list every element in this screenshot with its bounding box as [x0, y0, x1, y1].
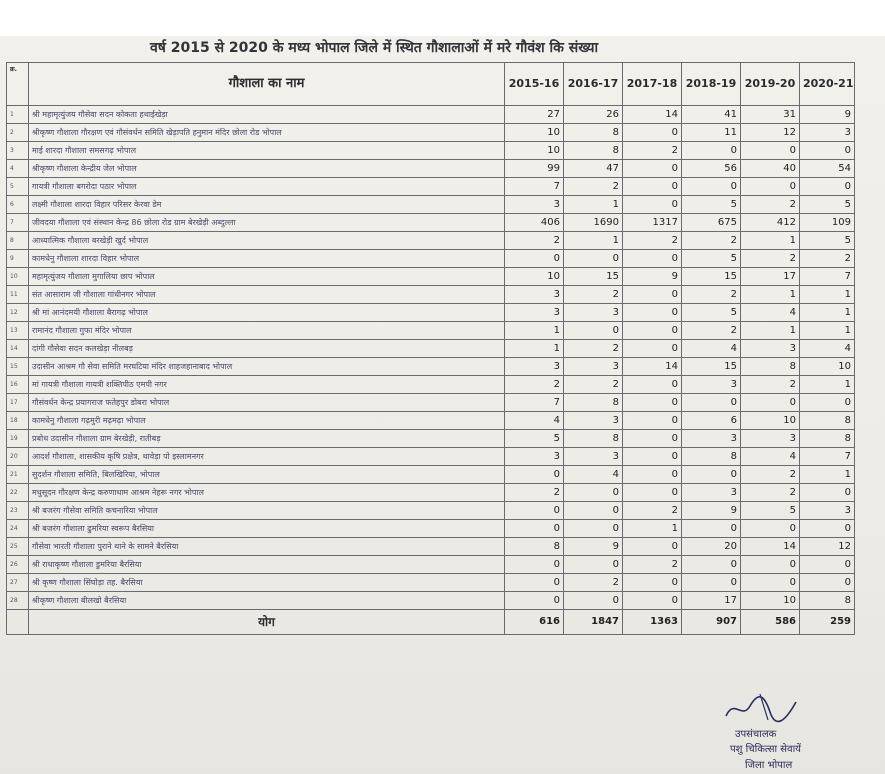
table-row	[7, 322, 855, 340]
row-value: 12	[800, 538, 855, 556]
row-value: 31	[741, 106, 800, 124]
table-row	[7, 412, 855, 430]
table-row	[7, 376, 855, 394]
row-value: 4	[682, 340, 741, 358]
row-value: 10	[800, 358, 855, 376]
row-value: 3	[505, 286, 564, 304]
row-value: 8	[741, 358, 800, 376]
row-value: 5	[682, 304, 741, 322]
table-row	[7, 394, 855, 412]
row-value: 8	[505, 538, 564, 556]
row-name: गौसंवर्धन केन्द्र प्रयागराज फतेहपुर डोबरा भोपाल	[29, 394, 505, 412]
row-value: 0	[623, 394, 682, 412]
row-name: माई शारदा गौशाला समसगढ़ भोपाल	[29, 142, 505, 160]
row-value: 12	[741, 124, 800, 142]
row-value: 1	[505, 322, 564, 340]
row-name: श्रीकृष्ण गौशाला बीलखो बैरसिया	[29, 592, 505, 610]
row-sn: 12	[7, 304, 29, 322]
row-value: 2	[623, 142, 682, 160]
row-value: 1	[741, 232, 800, 250]
row-value: 0	[564, 502, 623, 520]
row-sn: 24	[7, 520, 29, 538]
row-name: श्री मां आनंदमयी गौशाला बैरागढ़ भोपाल	[29, 304, 505, 322]
header-year: 2018-19	[682, 63, 741, 106]
row-value: 14	[741, 538, 800, 556]
row-value: 0	[505, 466, 564, 484]
row-value: 20	[682, 538, 741, 556]
row-value: 17	[682, 592, 741, 610]
row-value: 54	[800, 160, 855, 178]
total-cell: 259	[800, 610, 855, 635]
row-name: जीवदया गौशाला एवं संस्थान केन्द्र 86 छोला रोड ग्राम बेरखेड़ी अब्दुल्ला	[29, 214, 505, 232]
row-value: 7	[800, 448, 855, 466]
row-name: संत आसाराम जी गौशाला गांधीनगर भोपाल	[29, 286, 505, 304]
row-value: 0	[682, 394, 741, 412]
row-value: 2	[564, 178, 623, 196]
row-value: 1	[800, 466, 855, 484]
row-value: 15	[564, 268, 623, 286]
row-value: 9	[800, 106, 855, 124]
row-value: 41	[682, 106, 741, 124]
row-value: 2	[623, 502, 682, 520]
row-name: सुदर्शन गौशाला समिति, बिलखिरिया, भोपाल	[29, 466, 505, 484]
row-value: 0	[623, 376, 682, 394]
row-value: 7	[505, 394, 564, 412]
row-sn: 5	[7, 178, 29, 196]
row-value: 8	[564, 124, 623, 142]
row-value: 1690	[564, 214, 623, 232]
row-value: 0	[682, 520, 741, 538]
row-value: 3	[564, 358, 623, 376]
row-value: 0	[623, 538, 682, 556]
row-value: 0	[623, 250, 682, 268]
row-value: 1	[741, 286, 800, 304]
total-label: योग	[29, 610, 505, 635]
row-value: 0	[741, 556, 800, 574]
row-value: 8	[564, 142, 623, 160]
row-value: 9	[623, 268, 682, 286]
row-value: 1	[564, 232, 623, 250]
row-value: 10	[741, 412, 800, 430]
row-value: 0	[623, 466, 682, 484]
signature-mark	[720, 690, 800, 726]
row-value: 3	[564, 412, 623, 430]
table-row	[7, 448, 855, 466]
row-value: 0	[741, 574, 800, 592]
row-value: 10	[505, 124, 564, 142]
row-value: 0	[623, 592, 682, 610]
row-value: 0	[800, 394, 855, 412]
row-sn: 13	[7, 322, 29, 340]
row-value: 5	[682, 250, 741, 268]
row-value: 2	[800, 250, 855, 268]
row-value: 0	[800, 178, 855, 196]
row-name: श्रीकृष्ण गौशाला केन्द्रीय जेल भोपाल	[29, 160, 505, 178]
row-value: 0	[623, 430, 682, 448]
row-value: 0	[800, 574, 855, 592]
row-name: उदासीन आश्रम गौ सेवा समिति मरघटिया मंदिर शाहजहानाबाद भोपाल	[29, 358, 505, 376]
row-value: 2	[741, 250, 800, 268]
row-value: 4	[800, 340, 855, 358]
row-value: 3	[741, 340, 800, 358]
row-sn: 18	[7, 412, 29, 430]
table-row	[7, 430, 855, 448]
row-value: 0	[505, 574, 564, 592]
row-value: 4	[505, 412, 564, 430]
total-cell: 616	[505, 610, 564, 635]
row-sn: 17	[7, 394, 29, 412]
header-year: 2015-16	[505, 63, 564, 106]
row-value: 4	[741, 304, 800, 322]
row-value: 3	[564, 304, 623, 322]
row-value: 0	[800, 142, 855, 160]
row-value: 0	[505, 250, 564, 268]
row-name: गायत्री गौशाला बगरोदा पठार भोपाल	[29, 178, 505, 196]
header-year: 2017-18	[623, 63, 682, 106]
table-row	[7, 268, 855, 286]
row-value: 8	[800, 592, 855, 610]
row-sn: 3	[7, 142, 29, 160]
table-row	[7, 178, 855, 196]
total-cell: 586	[741, 610, 800, 635]
header-year: 2016-17	[564, 63, 623, 106]
row-value: 0	[623, 340, 682, 358]
row-name: आदर्श गौशाला, शासकीय कृषि प्रक्षेत्र, थावेड़ा पो इस्लामनगर	[29, 448, 505, 466]
row-value: 0	[623, 286, 682, 304]
row-value: 9	[682, 502, 741, 520]
row-sn: 25	[7, 538, 29, 556]
row-value: 4	[741, 448, 800, 466]
table-row	[7, 106, 855, 124]
row-sn: 26	[7, 556, 29, 574]
table-row	[7, 250, 855, 268]
row-name: मां गायत्री गौशाला गायत्री शक्तिपीठ एमपी नगर	[29, 376, 505, 394]
row-value: 0	[741, 178, 800, 196]
table-row	[7, 304, 855, 322]
row-value: 3	[505, 358, 564, 376]
table-row	[7, 556, 855, 574]
row-value: 7	[505, 178, 564, 196]
row-value: 0	[623, 574, 682, 592]
row-value: 8	[564, 394, 623, 412]
row-value: 0	[564, 520, 623, 538]
table-row	[7, 592, 855, 610]
table-row	[7, 502, 855, 520]
row-value: 0	[564, 250, 623, 268]
row-value: 0	[741, 520, 800, 538]
row-name: गौसेवा भारती गौशाला पुराने थाने के सामने बैरसिया	[29, 538, 505, 556]
row-value: 0	[623, 448, 682, 466]
row-value: 5	[741, 502, 800, 520]
row-value: 2	[682, 286, 741, 304]
row-value: 7	[800, 268, 855, 286]
signatory-designation: उपसंचालक	[735, 729, 777, 740]
row-value: 0	[505, 520, 564, 538]
row-value: 2	[623, 556, 682, 574]
row-value: 3	[800, 124, 855, 142]
row-sn: 20	[7, 448, 29, 466]
row-sn: 19	[7, 430, 29, 448]
row-value: 17	[741, 268, 800, 286]
row-name: प्रबोध उदासीन गौशाला ग्राम बेरखेड़ी, रातीबड़	[29, 430, 505, 448]
row-sn: 1	[7, 106, 29, 124]
row-value: 40	[741, 160, 800, 178]
row-value: 47	[564, 160, 623, 178]
row-value: 1	[800, 322, 855, 340]
row-value: 2	[623, 232, 682, 250]
data-table	[6, 62, 855, 635]
row-value: 1317	[623, 214, 682, 232]
row-value: 1	[564, 196, 623, 214]
header-sn: क्र.	[7, 63, 29, 106]
row-value: 3	[505, 196, 564, 214]
row-sn: 28	[7, 592, 29, 610]
row-value: 10	[505, 268, 564, 286]
row-value: 0	[682, 142, 741, 160]
table-row	[7, 142, 855, 160]
row-value: 0	[682, 556, 741, 574]
row-value: 0	[800, 484, 855, 502]
row-name: मधुसूदन गौरक्षण केन्द्र करुणाधाम आश्रम नेहरू नगर भोपाल	[29, 484, 505, 502]
row-value: 0	[623, 196, 682, 214]
table-row	[7, 214, 855, 232]
total-cell: 1363	[623, 610, 682, 635]
row-value: 3	[682, 376, 741, 394]
row-value: 6	[682, 412, 741, 430]
row-value: 0	[800, 556, 855, 574]
total-sn	[7, 610, 29, 635]
row-value: 2	[741, 196, 800, 214]
row-name: कामधेनु गौशाला शारदा विहार भोपाल	[29, 250, 505, 268]
row-sn: 2	[7, 124, 29, 142]
row-value: 0	[564, 592, 623, 610]
header-year: 2020-21	[800, 63, 855, 106]
row-value: 8	[800, 430, 855, 448]
total-row	[7, 610, 855, 635]
signatory-department: पशु चिकित्सा सेवायें	[730, 744, 801, 755]
row-name: श्री महामृत्युंजय गौसेवा सदन कोकता हथाईखेड़ा	[29, 106, 505, 124]
table-row	[7, 520, 855, 538]
row-sn: 27	[7, 574, 29, 592]
row-name: श्री कृष्ण गौशाला सिंघोड़ा तह. बैरसिया	[29, 574, 505, 592]
top-white-band	[0, 0, 885, 36]
row-value: 0	[623, 178, 682, 196]
table-row	[7, 358, 855, 376]
total-cell: 907	[682, 610, 741, 635]
row-value: 2	[564, 376, 623, 394]
row-value: 3	[564, 448, 623, 466]
row-value: 0	[564, 556, 623, 574]
row-sn: 7	[7, 214, 29, 232]
row-name: आध्यात्मिक गौशाला बरखेड़ी खुर्द भोपाल	[29, 232, 505, 250]
row-value: 10	[505, 142, 564, 160]
total-cell: 1847	[564, 610, 623, 635]
row-value: 1	[800, 304, 855, 322]
row-value: 5	[682, 196, 741, 214]
row-name: श्री बजरंग गौशाला ढुमरिया स्वरूप बैरसिया	[29, 520, 505, 538]
row-value: 3	[505, 448, 564, 466]
row-value: 2	[505, 376, 564, 394]
row-value: 14	[623, 106, 682, 124]
row-value: 0	[564, 322, 623, 340]
row-value: 0	[800, 520, 855, 538]
table-row	[7, 466, 855, 484]
row-value: 0	[741, 394, 800, 412]
row-value: 3	[800, 502, 855, 520]
row-value: 0	[741, 142, 800, 160]
row-value: 5	[505, 430, 564, 448]
row-name: महामृत्युंजय गौशाला मुगालिया छाप भोपाल	[29, 268, 505, 286]
row-value: 5	[800, 232, 855, 250]
row-value: 0	[564, 484, 623, 502]
row-value: 406	[505, 214, 564, 232]
row-value: 10	[741, 592, 800, 610]
row-name: श्री राधाकृष्ण गौशाला डुमरिया बैरसिया	[29, 556, 505, 574]
row-value: 412	[741, 214, 800, 232]
row-value: 2	[741, 376, 800, 394]
row-value: 0	[505, 556, 564, 574]
row-sn: 4	[7, 160, 29, 178]
header-name: गौशाला का नाम	[29, 63, 505, 106]
row-name: दांगी गौसेवा सदन कलखेड़ा नीलबड़	[29, 340, 505, 358]
row-value: 14	[623, 358, 682, 376]
row-value: 8	[564, 430, 623, 448]
document-title: वर्ष 2015 से 2020 के मध्य भोपाल जिले में स्थित गौशालाओं में मरे गौवंश कि संख्या	[150, 40, 599, 56]
row-value: 1	[800, 376, 855, 394]
row-name: कामधेनु गौशाला गढ़मुरी मढ़मढ़ा भोपाल	[29, 412, 505, 430]
table-row	[7, 232, 855, 250]
row-value: 27	[505, 106, 564, 124]
table-row	[7, 340, 855, 358]
row-value: 2	[741, 466, 800, 484]
row-value: 0	[682, 574, 741, 592]
row-name: श्री बजरंग गौसेवा समिति कचनारिया भोपाल	[29, 502, 505, 520]
row-value: 1	[505, 340, 564, 358]
table-header-row	[7, 63, 855, 106]
row-value: 675	[682, 214, 741, 232]
row-value: 2	[682, 232, 741, 250]
row-value: 2	[741, 484, 800, 502]
row-value: 0	[505, 592, 564, 610]
row-sn: 8	[7, 232, 29, 250]
row-value: 3	[741, 430, 800, 448]
row-value: 8	[682, 448, 741, 466]
row-value: 9	[564, 538, 623, 556]
row-value: 2	[564, 286, 623, 304]
row-value: 11	[682, 124, 741, 142]
row-value: 0	[623, 304, 682, 322]
table-row	[7, 286, 855, 304]
row-sn: 6	[7, 196, 29, 214]
row-value: 4	[564, 466, 623, 484]
row-value: 0	[623, 124, 682, 142]
row-value: 0	[623, 484, 682, 502]
row-value: 3	[682, 484, 741, 502]
table-row	[7, 160, 855, 178]
row-sn: 10	[7, 268, 29, 286]
row-value: 26	[564, 106, 623, 124]
row-name: श्रीकृष्ण गौशाला गौरक्षण एवं गौसंवर्धन समिति खेड़ापति हनुमान मंदिर छोला रोड भोपाल	[29, 124, 505, 142]
row-sn: 23	[7, 502, 29, 520]
row-sn: 11	[7, 286, 29, 304]
row-value: 1	[623, 520, 682, 538]
row-sn: 22	[7, 484, 29, 502]
table-row	[7, 484, 855, 502]
row-value: 0	[682, 178, 741, 196]
row-value: 0	[505, 502, 564, 520]
row-name: लक्ष्मी गौशाला शारदा विहार परिसर केरवा डेम	[29, 196, 505, 214]
signatory-district: जिला भोपाल	[745, 760, 793, 771]
row-value: 3	[505, 304, 564, 322]
row-value: 109	[800, 214, 855, 232]
row-value: 1	[741, 322, 800, 340]
row-value: 0	[623, 160, 682, 178]
row-value: 0	[682, 466, 741, 484]
row-sn: 15	[7, 358, 29, 376]
row-value: 15	[682, 268, 741, 286]
row-value: 0	[623, 322, 682, 340]
row-value: 99	[505, 160, 564, 178]
table-row	[7, 574, 855, 592]
row-value: 2	[505, 232, 564, 250]
table-row	[7, 538, 855, 556]
row-value: 8	[800, 412, 855, 430]
table-row	[7, 124, 855, 142]
row-value: 15	[682, 358, 741, 376]
row-value: 1	[800, 286, 855, 304]
row-value: 2	[564, 574, 623, 592]
row-value: 2	[505, 484, 564, 502]
row-sn: 9	[7, 250, 29, 268]
row-value: 3	[682, 430, 741, 448]
row-value: 56	[682, 160, 741, 178]
row-value: 0	[623, 412, 682, 430]
row-sn: 14	[7, 340, 29, 358]
table-row	[7, 196, 855, 214]
row-sn: 21	[7, 466, 29, 484]
row-sn: 16	[7, 376, 29, 394]
row-value: 2	[564, 340, 623, 358]
header-year: 2019-20	[741, 63, 800, 106]
row-value: 5	[800, 196, 855, 214]
row-value: 2	[682, 322, 741, 340]
row-name: रामानंद गौशाला गुफा मंदिर भोपाल	[29, 322, 505, 340]
